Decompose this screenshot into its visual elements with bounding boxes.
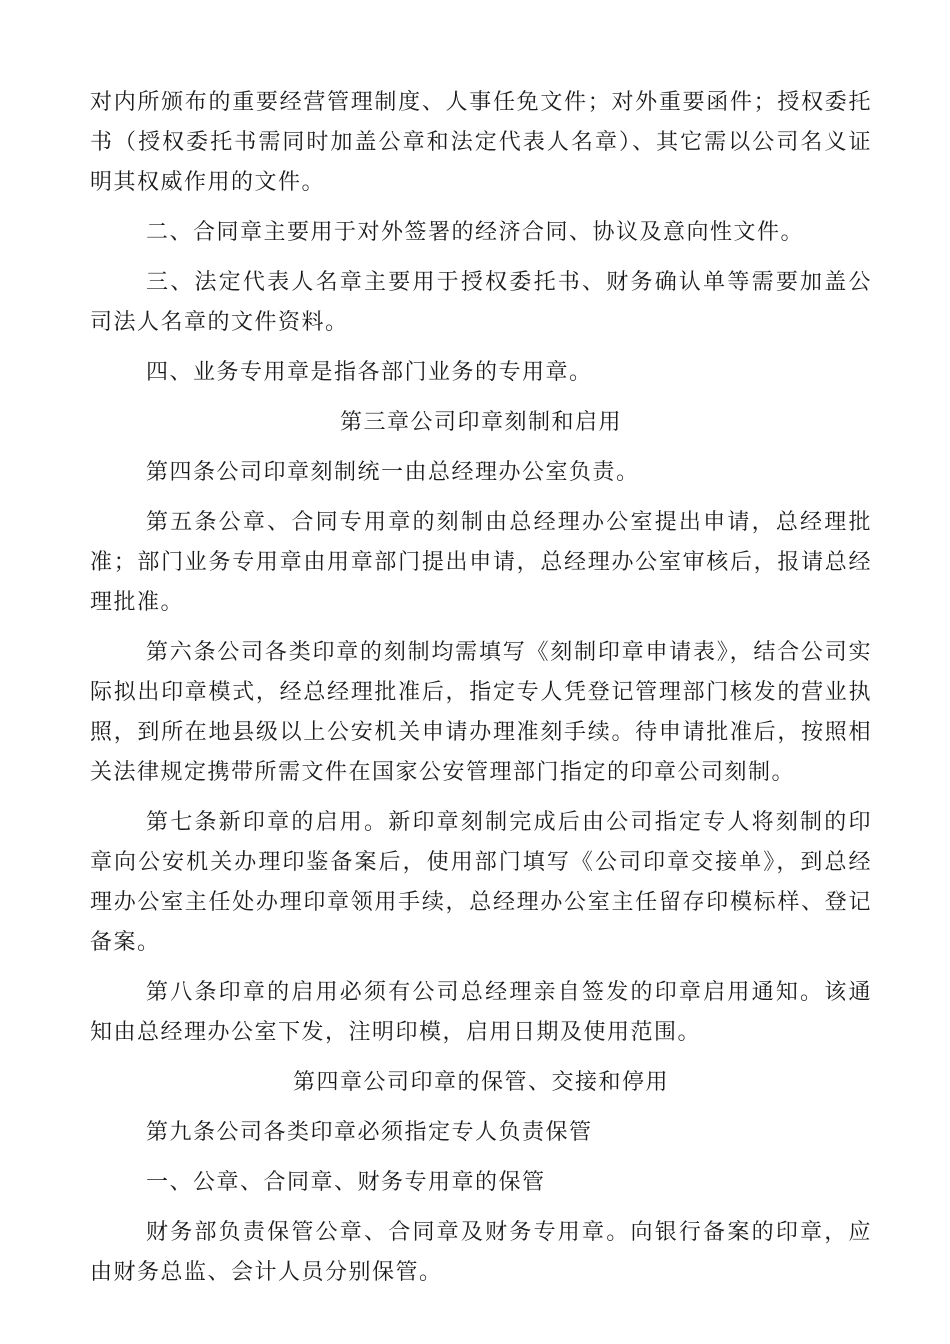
paragraph: 财务部负责保管公章、合同章及财务专用章。向银行备案的印章，应由财务总监、会计人员分别保管。	[90, 1220, 872, 1285]
paragraph: 二、合同章主要用于对外签署的经济合同、协议及意向性文件。	[146, 220, 805, 245]
document-page	[90, 83, 872, 1303]
paragraph: 四、业务专用章是指各部门业务的专用章。	[146, 360, 593, 385]
paragraph: 三、法定代表人名章主要用于授权委托书、财务确认单等需要加盖公司法人名章的文件资料。	[90, 270, 872, 335]
paragraph: 第九条公司各类印章必须指定专人负责保管	[146, 1120, 593, 1145]
paragraph: 第四条公司印章刻制统一由总经理办公室负责。	[146, 460, 640, 485]
paragraph: 第五条公章、合同专用章的刻制由总经理办公室提出申请，总经理批准；部门业务专用章由用章部门提出申请，总经理办公室审核后，报请总经理批准。	[90, 510, 872, 615]
paragraph: 第七条新印章的启用。新印章刻制完成后由公司指定专人将刻制的印章向公安机关办理印鉴备案后，使用部门填写《公司印章交接单》，到总经理办公室主任处办理印章领用手续，总经理办公室主任留存印模标样、登记备案。	[90, 810, 872, 955]
paragraph: 一、公章、合同章、财务专用章的保管	[146, 1170, 546, 1195]
paragraph: 第八条印章的启用必须有公司总经理亲自签发的印章启用通知。该通知由总经理办公室下发，注明印模，启用日期及使用范围。	[90, 980, 872, 1045]
chapter-heading: 第四章公司印章的保管、交接和停用	[292, 1070, 669, 1095]
chapter-heading: 第三章公司印章刻制和启用	[339, 410, 622, 435]
paragraph: 第六条公司各类印章的刻制均需填写《刻制印章申请表》，结合公司实际拟出印章模式，经总经理批准后，指定专人凭登记管理部门核发的营业执照，到所在地县级以上公安机关申请办理准刻手续。待申请批准后，按照相关法律规定携带所需文件在国家公安管理部门指定的印章公司刻制。	[90, 640, 872, 785]
paragraph: 对内所颁布的重要经营管理制度、人事任免文件；对外重要函件；授权委托书（授权委托书需同时加盖公章和法定代表人名章）、其它需以公司名义证明其权威作用的文件。	[90, 90, 872, 195]
